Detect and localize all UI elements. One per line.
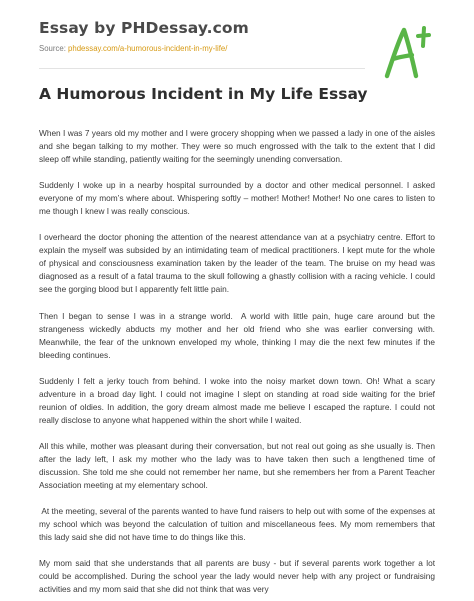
- site-brand: Essay by PHDessay.com: [39, 19, 249, 37]
- a-plus-grade-icon: [377, 22, 437, 82]
- essay-paragraph: Suddenly I woke up in a nearby hospital surrounded by a doctor and other medical personnel. I asked everyone of my mom’s where about. Whispering softly – mother! Mother! Mother! No one cares to listen to me though I knew I was really conscious.: [39, 180, 438, 217]
- essay-paragraph: I overheard the doctor phoning the attention of the nearest attendance van at a psychiatry centre. Effort to explain the myself was subsided by an intimidating team of medical practitioners. I kept mute for the whole of physical and consciousness examination taken by the leader of the team. The bruise on my head was diagnosed as a result of a fatal trauma to the skull following a ghastly collision with a racing vehicle. I could see the gorging blood but I apparently felt little pain.: [39, 232, 438, 295]
- source-link[interactable]: phdessay.com/a-humorous-incident-in-my-life/: [68, 44, 228, 53]
- source-label: Source:: [39, 44, 69, 53]
- essay-paragraph: My mom said that she understands that all parents are busy - but if several parents work together a lot could be accomplished. During the school year the lady would never help with any project or fundraising activities and my mom said that she did not think that was very: [39, 558, 438, 595]
- essay-paragraph: Suddenly I felt a jerky touch from behind. I woke into the noisy market down town. Oh! What a scary adventure in a broad day light. I could not imagine I slept on standing at road side waiting for the brief reunion of oldies. In addition, the gory dream almost made me believe I escaped the rapture. I could not really disclose to anyone what happened within the short while I waited.: [39, 375, 438, 425]
- essay-paragraph: Then I began to sense I was in a strange world. A world with little pain, huge care around but the strangeness wickedly abducts my mother and her old friend who she was earlier conversing with. Meanwhile, the fear of the unknown enveloped my whole, thinking I may die the next few minutes if the bleeding continues.: [39, 310, 438, 360]
- header-divider: [39, 68, 365, 69]
- essay-paragraph: When I was 7 years old my mother and I were grocery shopping when we passed a lady in one of the aisles and she began talking to my mother. They were so much engrossed with the talk to the extent that I did sleep off while standing, patiently waiting for the seemingly unending conversation.: [39, 128, 438, 165]
- essay-paragraph: All this while, mother was pleasant during their conversation, but not real out going as she usually is. Then after the lady left, I ask my mother who the lady was to have taken then such a lengthened time of discussion. She told me she could not remember her name, but she remembers her from a Parent Teacher Association meeting at my elementary school.: [39, 440, 438, 491]
- essay-title: A Humorous Incident in My Life Essay: [39, 85, 368, 103]
- essay-paragraph: At the meeting, several of the parents wanted to have fund raisers to help out with some of the expenses at my school which was beyond the calculation of tuition and miscellaneous fees. My mom remembers that this lady said she did not have time to do things like this.: [39, 506, 438, 543]
- source-line: [39, 44, 227, 53]
- essay-body: [39, 127, 438, 601]
